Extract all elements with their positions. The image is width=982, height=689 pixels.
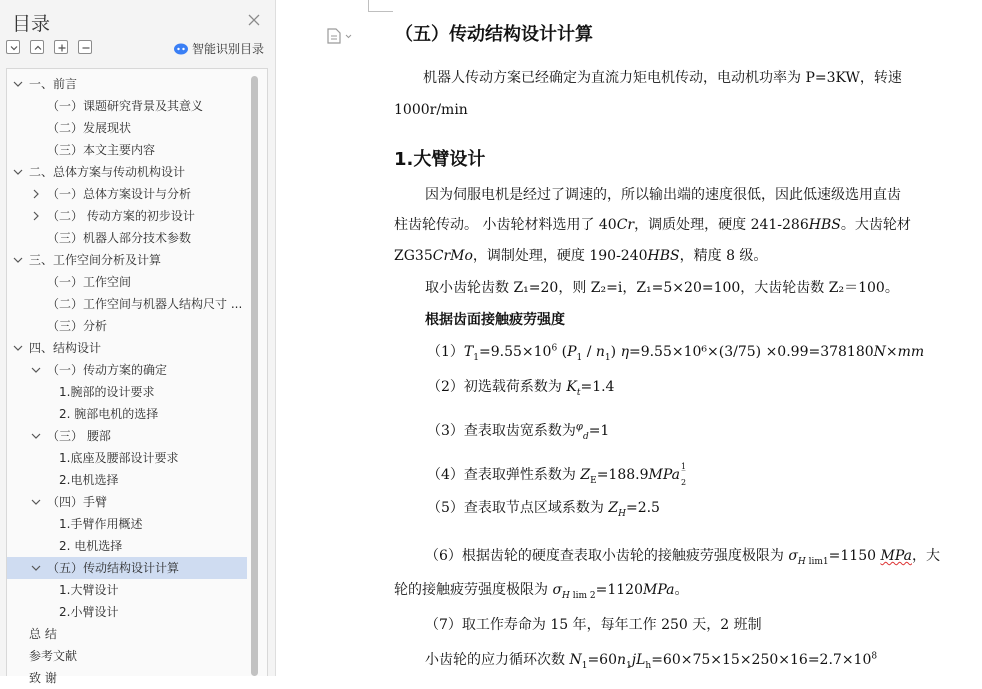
toc-item-label: 1.腕部的设计要求 [59, 385, 155, 399]
toc-item-label: （一）总体方案设计与分析 [47, 187, 192, 201]
toc-item[interactable] [7, 249, 247, 271]
toc-item-label: （五）传动结构设计计算 [47, 561, 180, 575]
document-page [277, 0, 982, 676]
paragraph-line: 柱齿轮传动。 小齿轮材料选用了 40Cr，调质处理，硬度 241-286HBS。大齿轮材 [394, 217, 911, 233]
collapse-all-icon[interactable] [30, 40, 44, 54]
toc-item[interactable] [7, 535, 247, 557]
toc-item-label: 致 谢 [29, 671, 57, 685]
toc-item-label: （一）工作空间 [47, 275, 132, 289]
toc-item[interactable] [7, 337, 247, 359]
toc-item-label: 二、总体方案与传动机构设计 [29, 165, 186, 179]
toc-item-label: 2. 腕部电机的选择 [59, 407, 159, 421]
toc-item[interactable] [7, 557, 247, 579]
toc-item[interactable] [7, 293, 247, 315]
toc-item-label: 三、工作空间分析及计算 [29, 253, 162, 267]
chevron-down-icon[interactable] [13, 343, 23, 353]
toc-item[interactable] [7, 315, 247, 337]
toc-item-label: 1.大臂设计 [59, 583, 119, 597]
toc-item[interactable] [7, 139, 247, 161]
toc-item[interactable] [7, 271, 247, 293]
toc-item[interactable] [7, 205, 247, 227]
toc-toolbar [6, 40, 270, 58]
toc-item-label: 一、前言 [29, 77, 78, 91]
toc-item-label: （二）工作空间与机器人结构尺寸 ... [47, 297, 243, 311]
add-heading-icon[interactable] [54, 40, 68, 54]
toc-item[interactable] [7, 117, 247, 139]
toc-item-label: （三）机器人部分技术参数 [47, 231, 192, 245]
formula-line: （6）根据齿轮的硬度查表取小齿轮的接触疲劳强度极限为 $\sigma_H$ $_{lim1}$=1150 MPa，大 [425, 548, 940, 567]
document-icon[interactable] [325, 27, 355, 45]
toc-item[interactable] [7, 513, 247, 535]
toc-item-label: 1.底座及腰部设计要求 [59, 451, 179, 465]
toc-item[interactable] [7, 403, 247, 425]
formula-line: （4）查表取弹性系数为 $Z_E=188.9MPa$ 1 ‾ 2 [427, 462, 687, 487]
chevron-down-icon[interactable] [13, 79, 23, 89]
close-icon[interactable] [246, 12, 262, 28]
toc-item-label: 总 结 [29, 627, 57, 641]
formula-line: （3）查表取齿宽系数为$^\varphi_d$=1 [427, 421, 610, 442]
formula-line: 轮的接触疲劳强度极限为 $\sigma_H$ $_{lim 2}$=1120MPa。 [394, 582, 689, 601]
toc-item[interactable] [7, 601, 247, 623]
formula-line: 小齿轮的应力循环次数 $N_1=60n_1jL_h=60\times 75\times 15\times 250\times 16=2.7\times 10^8$ [425, 651, 878, 671]
chevron-right-icon[interactable] [31, 189, 41, 199]
formula-line: （5）查表取节点区域系数为 $Z_H=2.5$ [427, 500, 660, 519]
toc-item[interactable] [7, 667, 247, 689]
toc-item[interactable] [7, 469, 247, 491]
section-heading: （五）传动结构设计计算 [395, 24, 593, 45]
toc-item-label: 1.手臂作用概述 [59, 517, 143, 531]
toc-item-label: （三）分析 [47, 319, 108, 333]
toc-pane [0, 0, 276, 685]
chevron-down-icon[interactable] [31, 431, 41, 441]
chevron-down-icon[interactable] [31, 365, 41, 375]
toc-item-label: （二）发展现状 [47, 121, 132, 135]
formula-line: $(1)T_1=9.55\times 10^6$ $(P_1 / n_1)$ η=9.55×10⁶×(3/75) ×0.99=378180N×mm [427, 343, 925, 363]
toc-item[interactable] [7, 161, 247, 183]
toc-item-label: 2. 电机选择 [59, 539, 123, 553]
toc-title: 目录 [12, 13, 51, 35]
toc-item-label: （二） 传动方案的初步设计 [47, 209, 195, 223]
paragraph-line: 因为伺服电机是经过了调速的，所以输出端的速度很低，因此低速级选用直齿 [425, 187, 901, 203]
toc-scrollbar[interactable] [251, 68, 259, 676]
paragraph-line: （7）取工作寿命为 15 年，每年工作 250 天，2 班制 [425, 617, 762, 633]
sub-heading: 根据齿面接触疲劳强度 [425, 312, 565, 328]
toc-item[interactable] [7, 381, 247, 403]
toc-item-label: 2.电机选择 [59, 473, 119, 487]
chevron-down-icon[interactable] [31, 497, 41, 507]
toc-item-label: （三）本文主要内容 [47, 143, 156, 157]
paragraph-line: 机器人传动方案已经确定为直流力矩电机传动，电动机功率为 P=3KW，转速 [423, 70, 902, 86]
expand-all-icon[interactable] [6, 40, 20, 54]
smart-toc-button[interactable] [173, 39, 264, 57]
paragraph-line: ZG35CrMo，调制处理，硬度 190-240HBS，精度 8 级。 [394, 248, 768, 264]
toc-item[interactable] [7, 491, 247, 513]
toc-item-label: 四、结构设计 [29, 341, 102, 355]
smart-toc-label: 智能识别目录 [192, 41, 265, 56]
toc-item[interactable] [7, 447, 247, 469]
toc-item-label: （一）课题研究背景及其意义 [47, 99, 204, 113]
toc-item[interactable] [7, 645, 247, 667]
toc-item[interactable] [7, 73, 247, 95]
toc-item-label: （四）手臂 [47, 495, 108, 509]
toc-item[interactable] [7, 425, 247, 447]
toc-item[interactable] [7, 183, 247, 205]
toc-tree [6, 68, 268, 685]
toc-item[interactable] [7, 227, 247, 249]
toc-item-label: （一）传动方案的确定 [47, 363, 168, 377]
smart-cloud-icon [173, 41, 189, 55]
chevron-right-icon[interactable] [31, 211, 41, 221]
toc-item[interactable] [7, 579, 247, 601]
toc-item[interactable] [7, 623, 247, 645]
sub-heading: 1.大臂设计 [394, 149, 486, 170]
remove-heading-icon[interactable] [78, 40, 92, 54]
toc-item[interactable] [7, 95, 247, 117]
toc-item-label: 2.小臂设计 [59, 605, 119, 619]
scrollbar-thumb[interactable] [251, 76, 258, 676]
chevron-down-icon[interactable] [13, 167, 23, 177]
toc-item[interactable] [7, 359, 247, 381]
paragraph-line: 取小齿轮齿数 Z₁=20，则 Z₂=i，Z₁=5×20=100，大齿轮齿数 Z₂＝100。 [425, 280, 899, 296]
paragraph-line: 1000r/min [394, 102, 468, 118]
toc-item-label: （三） 腰部 [47, 429, 111, 443]
toc-item-label: 参考文献 [29, 649, 78, 663]
formula-line: （2）初选载荷系数为 $K_t=1.4$ [427, 379, 615, 398]
chevron-down-icon[interactable] [31, 563, 41, 573]
chevron-down-icon[interactable] [13, 255, 23, 265]
page-corner-mark [368, 11, 393, 12]
